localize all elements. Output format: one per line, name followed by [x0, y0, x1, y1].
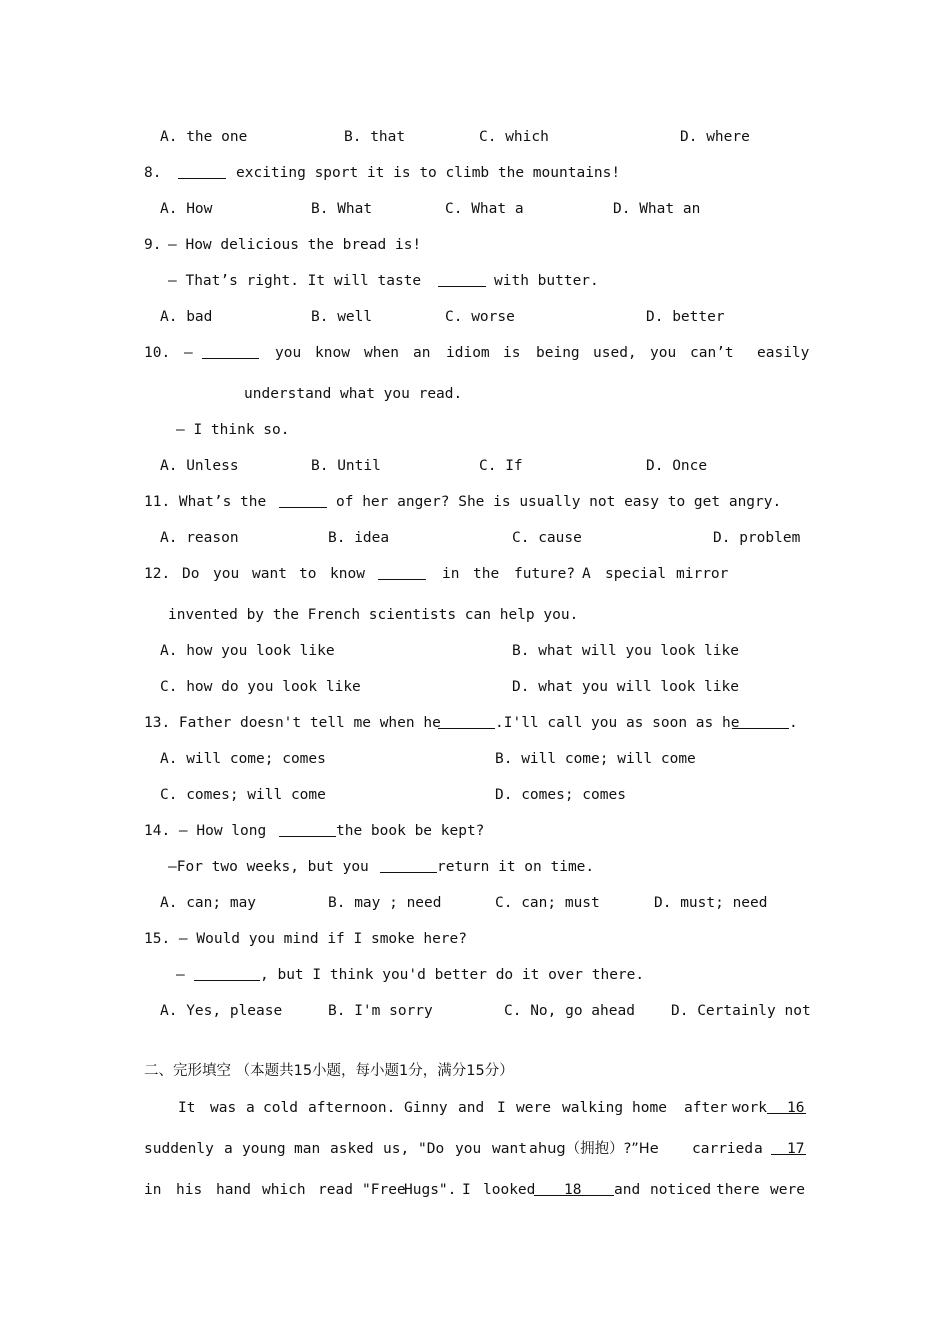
q9-number: 9. [144, 237, 162, 253]
passage-word: were [770, 1182, 805, 1198]
passage-word: in [144, 1182, 162, 1198]
q13-option-c: C. comes; will come [160, 787, 326, 803]
passage-word: Hugs". [404, 1182, 457, 1198]
passage-word: suddenly [144, 1141, 214, 1157]
q11-option-c: C. cause [512, 530, 582, 546]
q12-word: special [605, 566, 667, 582]
passage-word: cold [263, 1100, 298, 1116]
q10-option-c: C. If [479, 458, 523, 474]
q12-option-c: C. how do you look like [160, 679, 361, 695]
q10-word: you [275, 345, 302, 361]
passage-word: us, [383, 1141, 410, 1157]
q13-blank-1 [438, 714, 495, 729]
q7-option-b: B. that [344, 129, 406, 145]
section2-heading: 二、完形填空 （本题共15小题，每小题1分，满分15分） [144, 1063, 514, 1079]
q10-word: can’t [690, 345, 734, 361]
passage-word: Ginny [404, 1100, 448, 1116]
passage-word: want [492, 1141, 527, 1157]
passage-word: hand [216, 1182, 251, 1198]
q10-option-b: B. Until [311, 458, 381, 474]
passage-word: noticed [650, 1182, 712, 1198]
q15-blank [194, 966, 260, 981]
passage-word: you [455, 1141, 482, 1157]
q14-blank-2 [380, 858, 437, 873]
q14-option-c: C. can; must [495, 895, 600, 911]
q10-blank [202, 344, 259, 359]
q10-option-a: A. Unless [160, 458, 239, 474]
q8-blank [178, 164, 226, 179]
q7-option-d: D. where [680, 129, 750, 145]
passage-word: work [732, 1100, 767, 1116]
passage-word: I [462, 1182, 471, 1198]
q11-option-a: A. reason [160, 530, 239, 546]
q8-option-b: B. What [311, 201, 373, 217]
q10-word: idiom [446, 345, 490, 361]
q12-word: know [330, 566, 365, 582]
passage-word: "Free [362, 1182, 406, 1198]
q10-option-d: D. Once [646, 458, 708, 474]
passage-word: and [614, 1182, 641, 1198]
q12-word: want [252, 566, 287, 582]
q13-option-b: B. will come; will come [495, 751, 696, 767]
q10-word: you [650, 345, 677, 361]
q12-option-a: A. how you look like [160, 643, 335, 659]
passage-word: was [210, 1100, 237, 1116]
q12-option-b: B. what will you look like [512, 643, 739, 659]
passage-word: a [224, 1141, 233, 1157]
q15-option-b: B. I'm sorry [328, 1003, 433, 1019]
q10-word: know [315, 345, 350, 361]
q12-word: mirror [676, 566, 729, 582]
q9-option-a: A. bad [160, 309, 213, 325]
q13-stem-middle: .I'll call you as soon as he [495, 715, 740, 731]
q10-word: is [503, 345, 521, 361]
passage-word: a [246, 1100, 255, 1116]
q15-option-a: A. Yes, please [160, 1003, 283, 1019]
q13-stem-start: 13. Father doesn't tell me when he [144, 715, 441, 731]
q11-stem-start: 11. What’s the [144, 494, 267, 510]
q10-word: used, [593, 345, 637, 361]
q12-word: 12. [144, 566, 171, 582]
q10-line3: — I think so. [176, 422, 290, 438]
q14-stem-end: the book be kept? [336, 823, 485, 839]
q10-line2: understand what you read. [244, 386, 463, 402]
q12-blank [378, 565, 426, 580]
q13-option-a: A. will come; comes [160, 751, 326, 767]
q15-option-d: D. Certainly not [671, 1003, 811, 1019]
q10-dash: — [184, 345, 193, 361]
passage-word: "Do [418, 1141, 445, 1157]
passage-word: read [318, 1182, 353, 1198]
blank-18-number: 18 [564, 1182, 582, 1198]
q12-word: Do [182, 566, 200, 582]
passage-word: looked [483, 1182, 536, 1198]
q11-option-d: D. problem [713, 530, 801, 546]
q9-option-d: D. better [646, 309, 725, 325]
q8-stem: exciting sport it is to climb the mountains! [236, 165, 621, 181]
passage-word: and [458, 1100, 485, 1116]
q8-option-a: A. How [160, 201, 213, 217]
q12-word: A [582, 566, 591, 582]
passage-word: hug（拥抱）?”He [538, 1141, 659, 1157]
passage-word: which [262, 1182, 306, 1198]
passage-word: young [242, 1141, 286, 1157]
q9-line2-start: — That’s right. It will taste [168, 273, 422, 289]
passage-word: walking [562, 1100, 624, 1116]
q12-word: you [213, 566, 240, 582]
q10-word: an [413, 345, 431, 361]
q10-word: being [536, 345, 580, 361]
q14-option-d: D. must; need [654, 895, 768, 911]
q12-word: to [299, 566, 317, 582]
q10-word: easily [757, 345, 810, 361]
passage-word: It [178, 1100, 196, 1116]
q12-option-d: D. what you will look like [512, 679, 739, 695]
passage-word: man [294, 1141, 321, 1157]
q13-option-d: D. comes; comes [495, 787, 626, 803]
q9-option-b: B. well [311, 309, 373, 325]
q10-number: 10. [144, 345, 171, 361]
q12-word: the [473, 566, 500, 582]
passage-word: after [684, 1100, 728, 1116]
passage-word: a [754, 1141, 763, 1157]
q14-blank-1 [279, 822, 336, 837]
blank-16-number: 16 [787, 1100, 805, 1116]
passage-word: carried [692, 1141, 754, 1157]
passage-word: asked [330, 1141, 374, 1157]
q8-number: 8. [144, 165, 162, 181]
q11-stem-end: of her anger? She is usually not easy to get angry. [336, 494, 782, 510]
q14-line2-end: return it on time. [437, 859, 595, 875]
passage-word: a [529, 1141, 538, 1157]
q7-option-c: C. which [479, 129, 549, 145]
blank-17-number: 17 [787, 1141, 805, 1157]
passage-word: afternoon. [308, 1100, 396, 1116]
q15-line2-end: , but I think you'd better do it over there. [260, 967, 645, 983]
passage-word: there [716, 1182, 760, 1198]
q11-blank [279, 493, 327, 508]
q9-blank [438, 272, 486, 287]
q15-stem: 15. — Would you mind if I smoke here? [144, 931, 468, 947]
q13-blank-2 [732, 714, 789, 729]
q11-option-b: B. idea [328, 530, 390, 546]
q14-line2-start: —For two weeks, but you [168, 859, 369, 875]
q12-word: in [442, 566, 460, 582]
q14-option-b: B. may ; need [328, 895, 442, 911]
q12-word: future? [514, 566, 576, 582]
q13-period: . [789, 715, 798, 731]
passage-word: I [497, 1100, 506, 1116]
q10-word: when [364, 345, 399, 361]
q14-option-a: A. can; may [160, 895, 257, 911]
q7-option-a: A. the one [160, 129, 248, 145]
passage-word: were [516, 1100, 551, 1116]
q9-line2-end: with butter. [494, 273, 599, 289]
q15-line2-dash: — [176, 967, 185, 983]
q8-option-d: D. What an [613, 201, 701, 217]
q12-line2: invented by the French scientists can help you. [168, 607, 579, 623]
q14-stem-start: 14. — How long [144, 823, 267, 839]
q8-option-c: C. What a [445, 201, 524, 217]
q15-option-c: C. No, go ahead [504, 1003, 635, 1019]
q9-option-c: C. worse [445, 309, 515, 325]
passage-word: his [176, 1182, 203, 1198]
passage-word: home [632, 1100, 667, 1116]
q9-line1: — How delicious the bread is! [168, 237, 422, 253]
